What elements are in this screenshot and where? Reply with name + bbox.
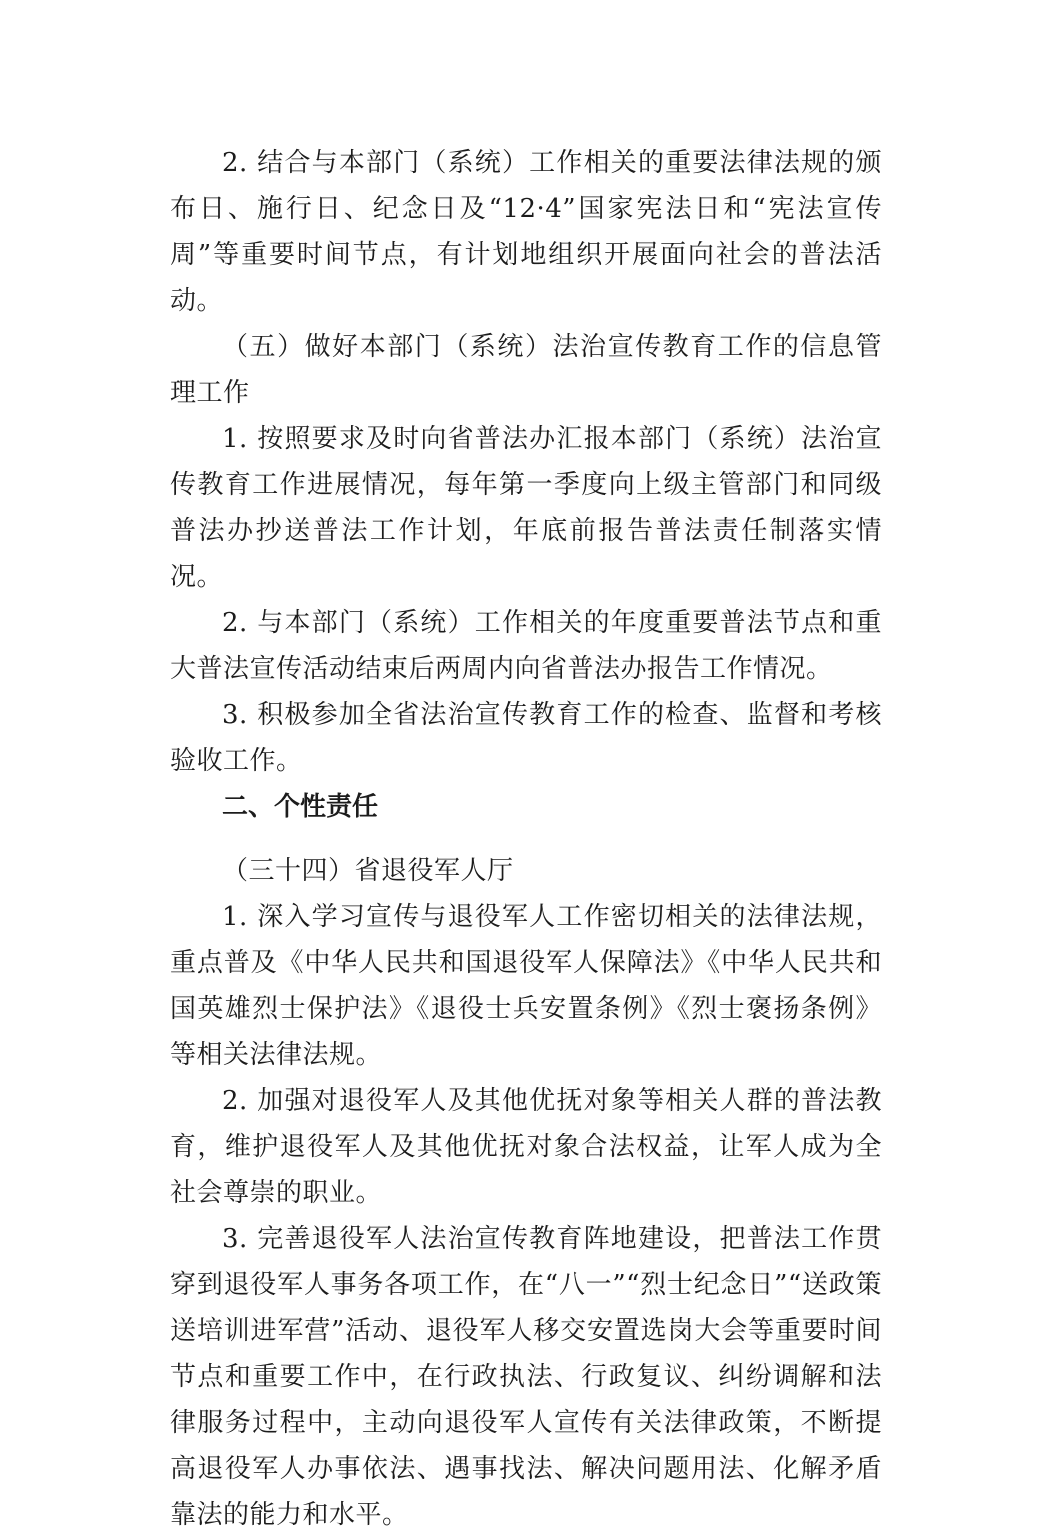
- paragraph-item-5-1: 1. 按照要求及时向省普法办汇报本部门（系统）法治宣传教育工作进展情况，每年第一季度向上级主管部门和同级普法办抄送普法工作计划，年底前报告普法责任制落实情况。: [170, 424, 882, 592]
- paragraph-item-34-1: 1. 深入学习宣传与退役军人工作密切相关的法律法规，重点普及《中华人民共和国退役军人保障法》《中华人民共和国英雄烈士保护法》《退役士兵安置条例》《烈士褒扬条例》等相关法律法规。: [170, 902, 882, 1070]
- section-heading-34: （三十四）省退役军人厅: [222, 856, 514, 886]
- document-page: [170, 140, 882, 1538]
- paragraph-item-34-3: 3. 完善退役军人法治宣传教育阵地建设，把普法工作贯穿到退役军人事务各项工作，在“八一”“烈士纪念日”“送政策送培训进军营”活动、退役军人移交安置选岗大会等重要时间节点和重要工作中，在行政执法、行政复议、纠纷调解和法律服务过程中，主动向退役军人宣传有关法律政策，不断提高退役军人办事依法、遇事找法、解决问题用法、化解矛盾靠法的能力和水平。: [170, 1224, 882, 1530]
- paragraph-item-5-3: 3. 积极参加全省法治宣传教育工作的检查、监督和考核验收工作。: [170, 700, 882, 776]
- paragraph-item-2: 2. 结合与本部门（系统）工作相关的重要法律法规的颁布日、施行日、纪念日及“12·4”国家宪法日和“宪法宣传周”等重要时间节点，有计划地组织开展面向社会的普法活动。: [170, 148, 882, 316]
- paragraph-item-34-2: 2. 加强对退役军人及其他优抚对象等相关人群的普法教育，维护退役军人及其他优抚对象合法权益，让军人成为全社会尊崇的职业。: [170, 1086, 882, 1208]
- paragraph-item-5-2: 2. 与本部门（系统）工作相关的年度重要普法节点和重大普法宣传活动结束后两周内向省普法办报告工作情况。: [170, 608, 882, 684]
- section-title: 二、个性责任: [222, 792, 379, 822]
- spacer: [170, 830, 882, 848]
- section-heading-5: （五）做好本部门（系统）法治宣传教育工作的信息管理工作: [170, 332, 882, 408]
